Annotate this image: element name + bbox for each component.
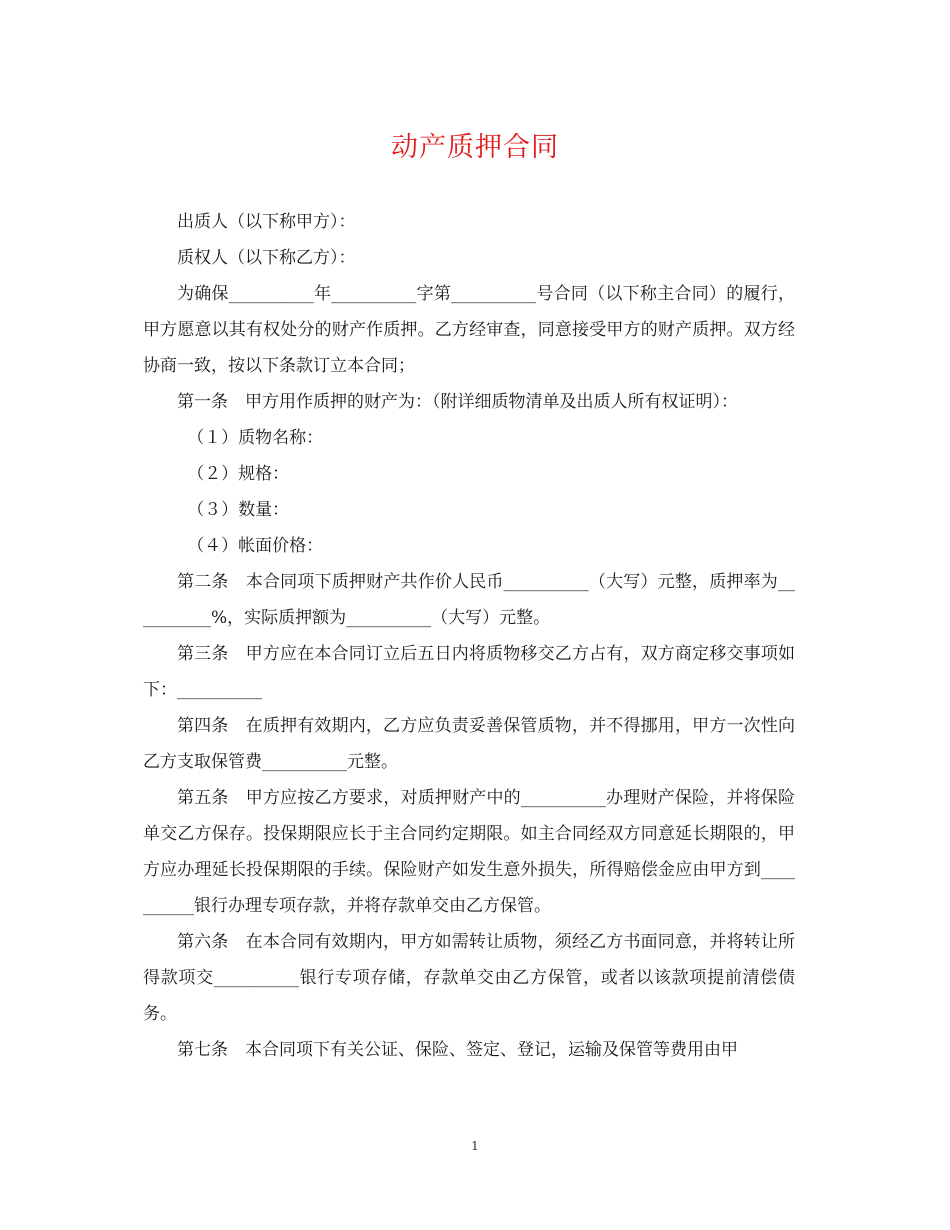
document-title: 动产质押合同 [391,132,559,163]
preamble-paragraph: 为确保__________年__________字第__________号合同（以下称主合同）的履行，甲方愿意以其有权处分的财产作质押。乙方经审查，同意接受甲方的财产质押。双方经协商一致，按以下条款订立本合同； [143,284,795,376]
pledgor-line: 出质人（以下称甲方）： [177,212,356,232]
article-1-item-2: （２）规格： [187,464,290,484]
pledgee-line: 质权人（以下称乙方）： [177,248,356,268]
article-1-item-4: （４）帐面价格： [187,536,324,556]
article-4: 第四条 在质押有效期内，乙方应负责妥善保管质物，并不得挪用，甲方一次性向乙方支取保管费__________元整。 [143,716,795,772]
page-number: 1 [471,1139,479,1153]
article-3: 第三条 甲方应在本合同订立后五日内将质物移交乙方占有，双方商定移交事项如下：__________ [143,644,795,700]
article-1-item-1: （１）质物名称： [187,428,324,448]
article-7: 第七条 本合同项下有关公证、保险、签定、登记，运输及保管等费用由甲 [177,1040,738,1060]
article-1: 第一条 甲方用作质押的财产为：（附详细质物清单及出质人所有权证明）： [177,392,738,412]
article-5: 第五条 甲方应按乙方要求，对质押财产中的__________办理财产保险，并将保险单交乙方保存。投保期限应长于主合同约定期限。如主合同经双方同意延长期限的，甲方应办理延长投保期限的手续。保险财产如发生意外损失，所得赔偿金应由甲方到__________银行办理专项存款，并将存款单交由乙方保管。 [143,788,795,916]
contract-body [143,204,795,1068]
article-2: 第二条 本合同项下质押财产共作价人民币__________（大写）元整，质押率为__________%，实际质押额为__________（大写）元整。 [143,572,795,628]
article-6: 第六条 在本合同有效期内，甲方如需转让质物，须经乙方书面同意，并将转让所得款项交__________银行专项存储，存款单交由乙方保管，或者以该款项提前清偿债务。 [143,932,795,1024]
article-1-item-3: （３）数量： [187,500,290,520]
